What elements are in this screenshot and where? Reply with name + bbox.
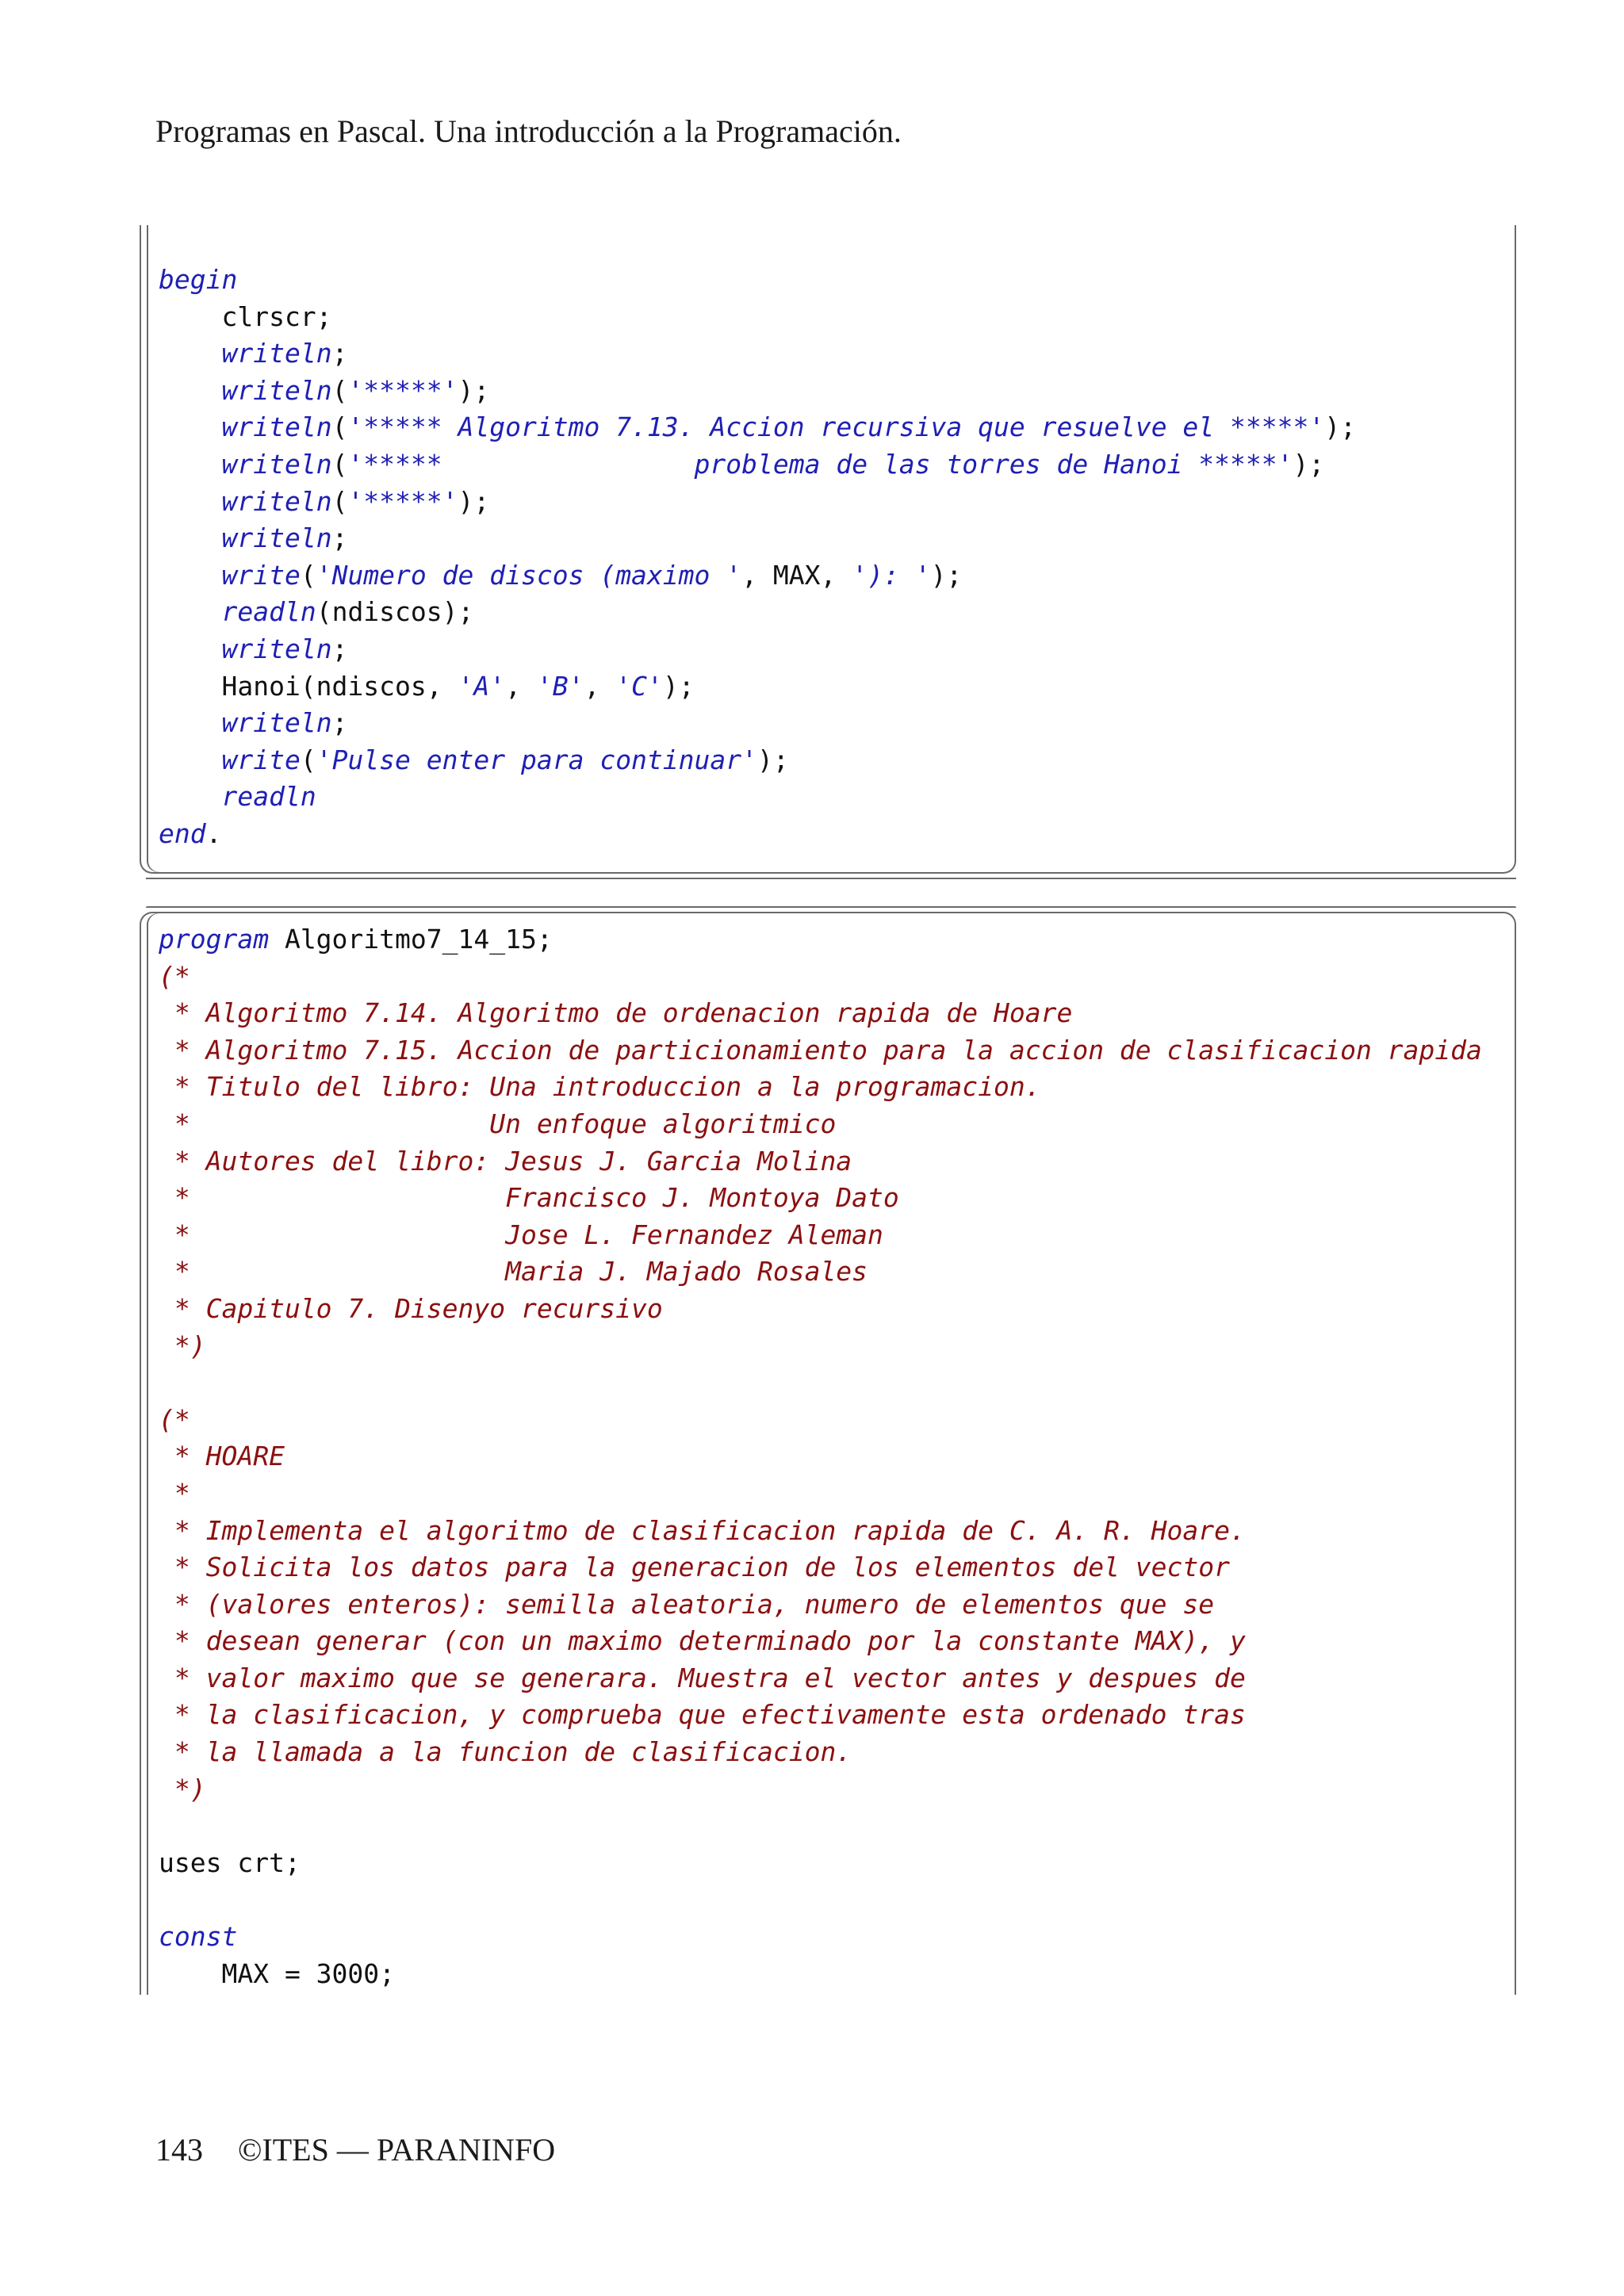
code-token: ( (331, 411, 348, 443)
code-token: '*****' (347, 485, 458, 517)
code-line (159, 1106, 1482, 1143)
code-line (159, 742, 1356, 779)
code-line (159, 995, 1482, 1032)
code-line (159, 1697, 1482, 1734)
code-token: writeln (221, 485, 332, 517)
code-token (159, 375, 221, 406)
page-number: 143 (155, 2132, 203, 2168)
code-token (159, 744, 221, 775)
code-token: * Maria J. Majado Rosales (159, 1256, 868, 1288)
code-line (159, 1364, 1482, 1402)
code-token: ); (1293, 448, 1325, 480)
code-token: * Algoritmo 7.14. Algoritmo de ordenacion rapida de Hoare (159, 997, 1073, 1029)
code-token: writeln (221, 411, 332, 443)
code-line (159, 631, 1356, 668)
code-token: writeln (221, 522, 332, 554)
code-token: *) (159, 1330, 206, 1361)
code-token (159, 338, 221, 369)
code-line (159, 1808, 1482, 1845)
code-token: writeln (221, 707, 332, 739)
code-token: end (159, 817, 206, 849)
code-token: * Algoritmo 7.15. Accion de particionamiento para la accion de clasificacion rapida (159, 1034, 1482, 1066)
code-token: (* (159, 1403, 190, 1435)
code-token: uses crt; (159, 1846, 301, 1878)
code-token (159, 596, 221, 627)
code-token: , MAX, (741, 559, 852, 591)
code-token: ); (458, 374, 490, 406)
code-line (159, 1660, 1482, 1697)
code-token: 'A' (458, 670, 506, 702)
code-token: ); (1324, 411, 1356, 443)
code-token: writeln (221, 338, 332, 369)
code-line (159, 1253, 1482, 1291)
code-token: (ndiscos); (316, 596, 474, 628)
code-token: * (159, 1477, 190, 1509)
code-token: ; (331, 633, 348, 664)
code-token: program (159, 924, 270, 955)
code-line (159, 779, 1356, 816)
code-token: const (159, 1921, 238, 1953)
code-line (159, 1919, 1482, 1956)
code-line (159, 1180, 1482, 1217)
code-token: * la llamada a la funcion de clasificacion. (159, 1736, 852, 1768)
code-token (159, 707, 221, 738)
code-token: , (584, 670, 616, 702)
code-token: ; (331, 707, 348, 739)
code-line (159, 520, 1356, 557)
code-token: 'C' (615, 670, 663, 702)
code-token: * Un enfoque algoritmico (159, 1108, 837, 1139)
code-token: ); (757, 744, 789, 775)
code-token: 'B' (536, 670, 584, 702)
code-token (159, 781, 221, 812)
code-line (159, 1513, 1482, 1550)
code-token: ( (300, 559, 316, 591)
code-line (159, 1475, 1482, 1513)
code-token: . (205, 817, 222, 849)
code-token: ); (458, 485, 490, 517)
code-line (159, 594, 1356, 631)
page-footer (155, 2131, 555, 2168)
code-token: * Solicita los datos para la generacion de los elementos del vector (159, 1552, 1231, 1583)
code-line (159, 299, 1356, 336)
code-token: ; (331, 522, 348, 554)
code-line (159, 816, 1356, 853)
code-token (159, 560, 221, 591)
running-header: Programas en Pascal. Una introducción a la Programación. (155, 113, 902, 149)
code-line (159, 1328, 1482, 1365)
code-token: ; (331, 338, 348, 369)
code-token: readln (221, 596, 316, 628)
code-token: * Jose L. Fernandez Aleman (159, 1219, 883, 1250)
code-token: '): ' (852, 559, 931, 591)
code-line (159, 668, 1356, 706)
code-line (159, 959, 1482, 996)
code-token (159, 486, 221, 517)
code-line (159, 1143, 1482, 1181)
code-token: ( (331, 485, 348, 517)
code-token: write (221, 559, 301, 591)
code-listing-hanoi-main (140, 225, 1516, 874)
code-token: '***** Algoritmo 7.13. Accion recursiva que resuelve el *****' (347, 411, 1325, 443)
code-token: * HOARE (159, 1441, 285, 1472)
code-token: *) (159, 1773, 206, 1804)
code-token: * Francisco J. Montoya Dato (159, 1182, 899, 1214)
code-line (159, 1734, 1482, 1771)
code-line (159, 705, 1356, 742)
code-line (159, 557, 1356, 595)
code-token: ); (662, 670, 695, 702)
code-line (159, 1586, 1482, 1624)
code-token: begin (159, 264, 238, 295)
code-line (159, 1771, 1482, 1808)
code-token: '*****' (347, 374, 458, 406)
code-line (159, 262, 1356, 299)
code-token: clrscr; (159, 300, 332, 332)
code-token: ); (930, 559, 963, 591)
code-token: writeln (221, 374, 332, 406)
code-line (159, 1291, 1482, 1328)
code-line (159, 1956, 1482, 1993)
code-line (159, 1881, 1482, 1919)
code-token: * Autores del libro: Jesus J. Garcia Molina (159, 1145, 852, 1177)
code-token: MAX = 3000; (159, 1957, 396, 1989)
code-token: * (valores enteros): semilla aleatoria, numero de elementos que se (159, 1588, 1215, 1620)
code-token (159, 411, 221, 442)
code-token: * Capitulo 7. Disenyo recursivo (159, 1292, 663, 1324)
code-token: ( (331, 374, 348, 406)
code-token (159, 522, 221, 553)
code-token: 'Numero de discos (maximo ' (316, 559, 742, 591)
code-line (159, 1069, 1482, 1106)
code-token: * desean generar (con un maximo determinado por la constante MAX), y (159, 1625, 1246, 1657)
code-token: 'Pulse enter para continuar' (316, 744, 757, 775)
code-token (159, 633, 221, 664)
code-line (159, 1845, 1482, 1882)
code-token: , (505, 670, 537, 702)
code-listing-algoritmo7-14-15 (140, 912, 1516, 1995)
code-token: ( (300, 744, 316, 775)
code-line (159, 1217, 1482, 1254)
code-token: '***** problema de las torres de Hanoi *****' (347, 448, 1293, 480)
code-line (159, 1549, 1482, 1586)
code-line (159, 373, 1356, 410)
code-token: writeln (221, 633, 332, 664)
code-token: writeln (221, 448, 332, 480)
code-line (159, 446, 1356, 484)
code-line (159, 1032, 1482, 1070)
code-line (159, 335, 1356, 373)
code-token: Hanoi(ndiscos, (159, 670, 458, 702)
code-block (159, 262, 1356, 853)
copyright-notice: ©ITES — PARANINFO (238, 2132, 556, 2168)
code-token: write (221, 744, 301, 775)
code-token (159, 449, 221, 480)
code-line (159, 1623, 1482, 1660)
code-line (159, 409, 1356, 446)
code-token: * Titulo del libro: Una introduccion a la programacion. (159, 1071, 1041, 1103)
code-token: * valor maximo que se generara. Muestra el vector antes y despues de (159, 1662, 1246, 1693)
code-token: * Implementa el algoritmo de clasificacion rapida de C. A. R. Hoare. (159, 1514, 1246, 1546)
code-line (159, 1402, 1482, 1439)
code-token: readln (221, 781, 316, 813)
code-line (159, 921, 1482, 959)
code-token: ( (331, 448, 348, 480)
code-line (159, 484, 1356, 521)
code-token: Algoritmo7_14_15; (269, 924, 553, 955)
code-token: * la clasificacion, y comprueba que efectivamente esta ordenado tras (159, 1699, 1246, 1731)
code-line (159, 1438, 1482, 1475)
code-token: (* (159, 960, 190, 992)
code-block (159, 921, 1482, 1992)
